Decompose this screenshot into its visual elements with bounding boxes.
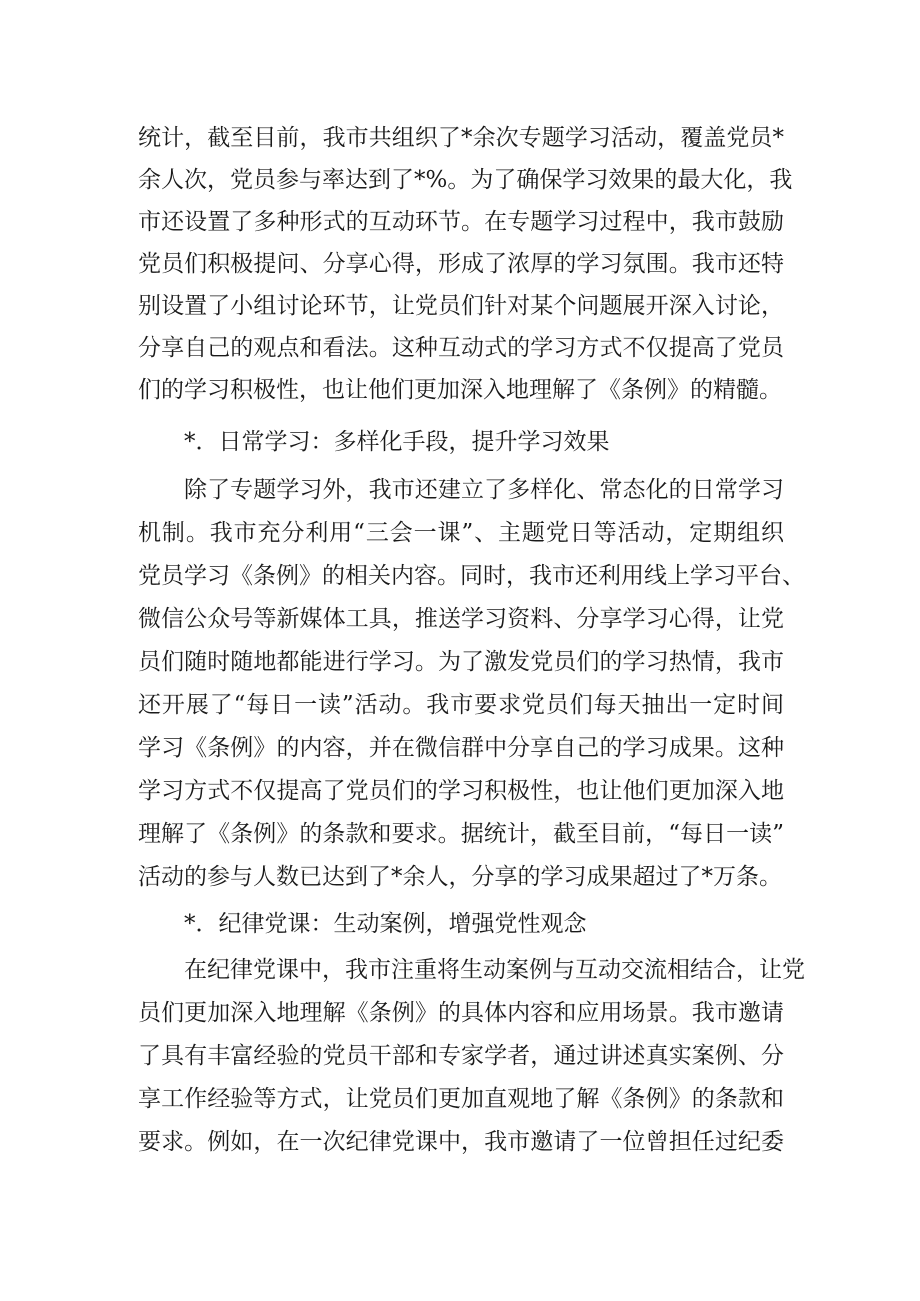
text-line: 了具有丰富经验的党员干部和专家学者，通过讲述真实案例、分: [138, 1043, 784, 1069]
text-line: 党员们积极提问、分享心得，形成了浓厚的学习氛围。我市还特: [138, 251, 784, 277]
text-line: 余人次，党员参与率达到了*%。为了确保学习效果的最大化，我: [138, 167, 793, 193]
text-line: 员们更加深入地理解《条例》的具体内容和应用场景。我市邀请: [138, 1000, 784, 1026]
text-line: 党员学习《条例》的相关内容。同时，我市还利用线上学习平台、: [138, 563, 805, 589]
section-heading: *．纪律党课：生动案例，增强党性观念: [184, 911, 587, 937]
text-line: 除了专题学习外，我市还建立了多样化、常态化的日常学习: [184, 477, 784, 503]
text-line: 们的学习积极性，也让他们更加深入地理解了《条例》的精髓。: [138, 377, 782, 403]
text-line: 理解了《条例》的条款和要求。据统计，截至目前，“每日一读”: [138, 821, 784, 847]
text-line: 活动的参与人数已达到了*余人，分享的学习成果超过了*万条。: [138, 864, 782, 890]
text-line: 要求。例如，在一次纪律党课中，我市邀请了一位曾担任过纪委: [138, 1129, 784, 1155]
text-line: 享工作经验等方式，让党员们更加直观地了解《条例》的条款和: [138, 1086, 784, 1112]
text-line: 学习《条例》的内容，并在微信群中分享自己的学习成果。这种: [138, 735, 784, 761]
text-line: 学习方式不仅提高了党员们的学习积极性，也让他们更加深入地: [138, 778, 784, 804]
text-line: 别设置了小组讨论环节，让党员们针对某个问题展开深入讨论，: [138, 293, 784, 319]
text-line: 在纪律党课中，我市注重将生动案例与互动交流相结合，让党: [184, 957, 805, 983]
text-line: 员们随时随地都能进行学习。为了激发党员们的学习热情，我市: [138, 649, 784, 675]
section-heading: *．日常学习：多样化手段，提升学习效果: [184, 429, 610, 455]
text-line: 分享自己的观点和看法。这种互动式的学习方式不仅提高了党员: [138, 335, 784, 361]
text-line: 市还设置了多种形式的互动环节。在专题学习过程中，我市鼓励: [138, 209, 784, 235]
text-line: 机制。我市充分利用“三会一课”、主题党日等活动，定期组织: [138, 520, 784, 546]
text-line: 微信公众号等新媒体工具，推送学习资料、分享学习心得，让党: [138, 606, 784, 632]
text-line: 统计，截至目前，我市共组织了*余次专题学习活动，覆盖党员*: [138, 125, 784, 151]
text-line: 还开展了“每日一读”活动。我市要求党员们每天抽出一定时间: [138, 692, 784, 718]
